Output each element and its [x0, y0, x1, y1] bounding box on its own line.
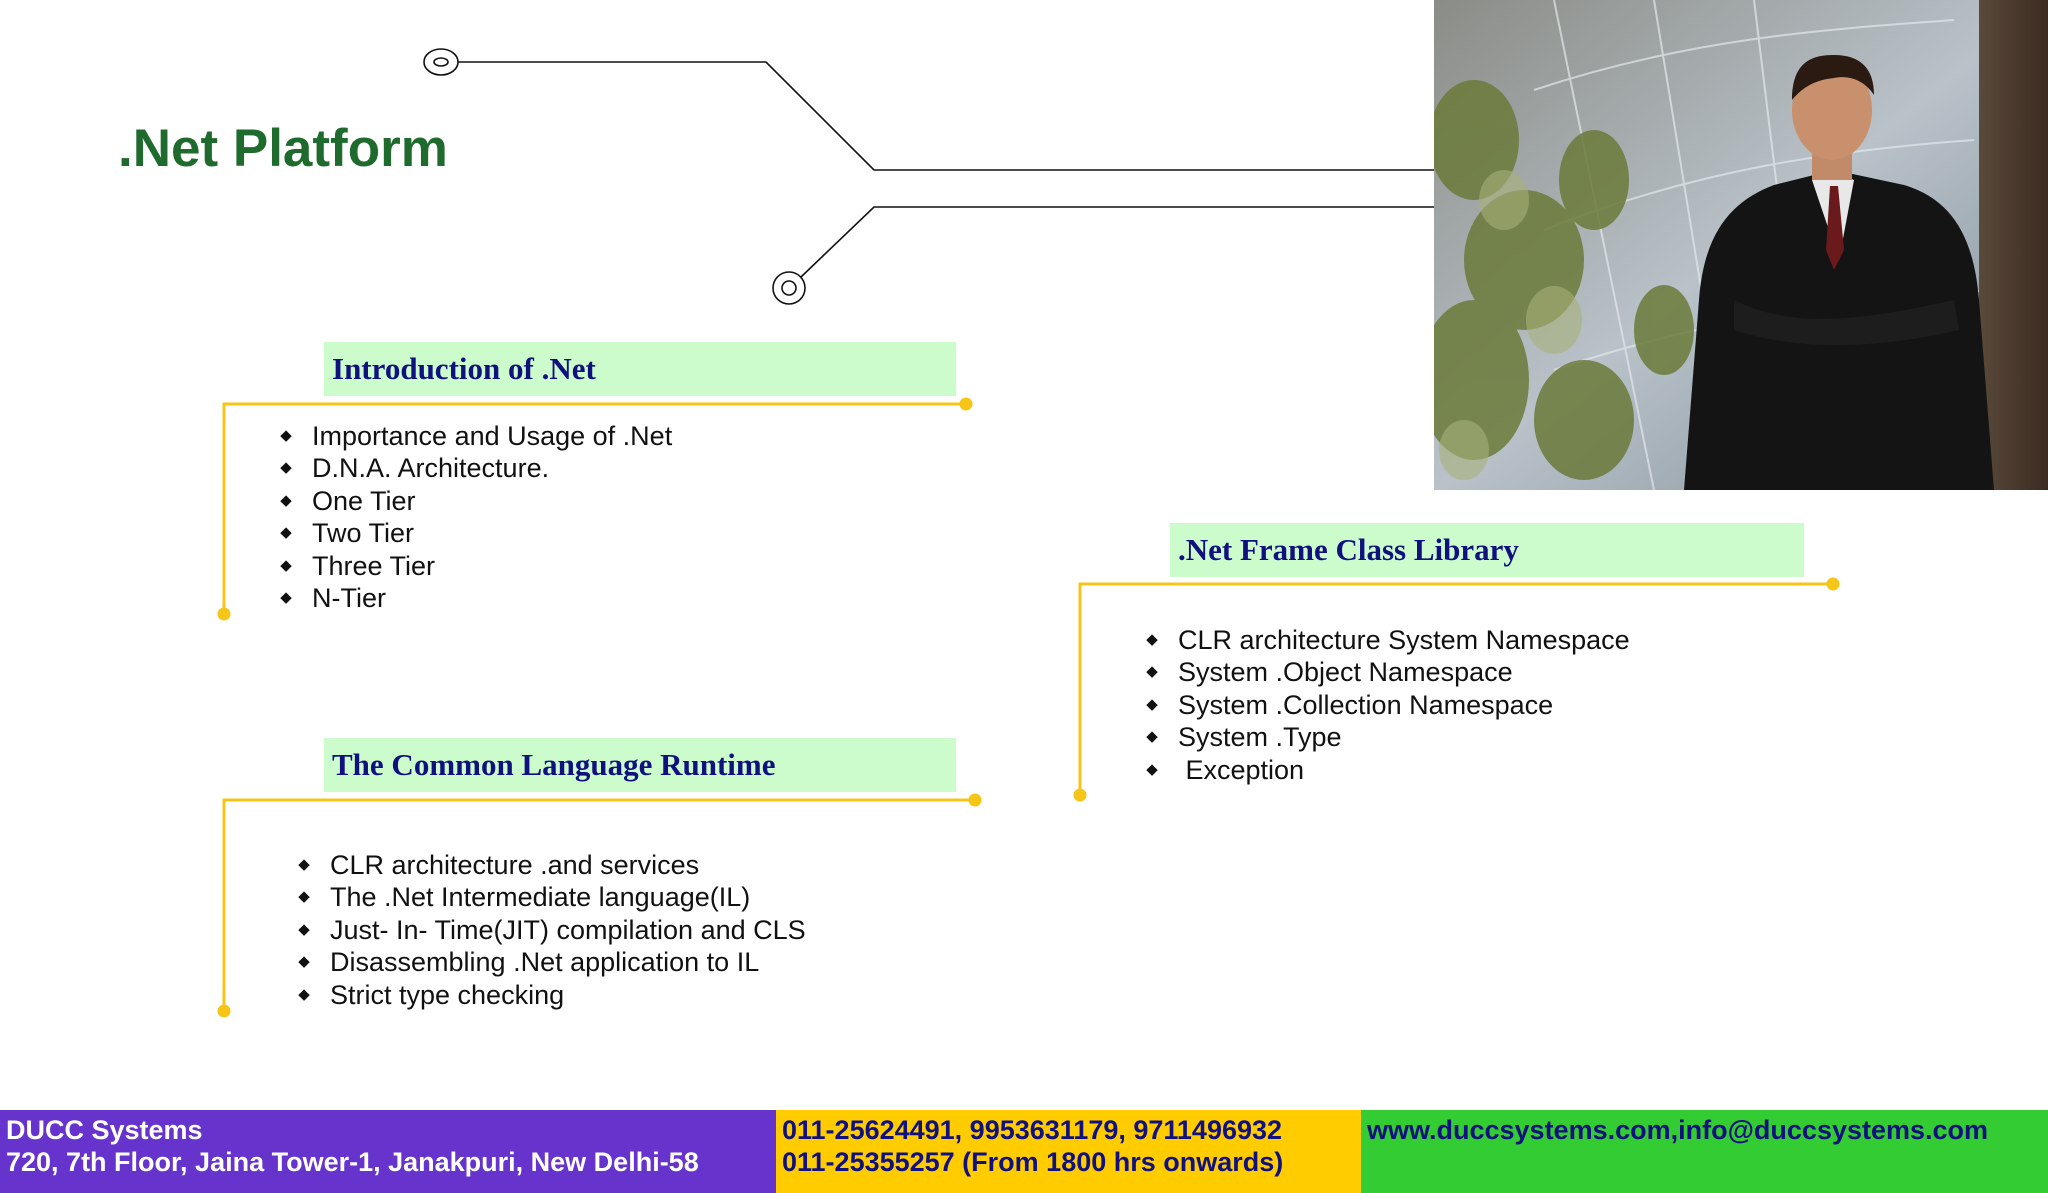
- list-item: ◆ Exception: [1144, 754, 1630, 786]
- phone-evening: 011-25355257 (From 1800 hrs onwards): [782, 1147, 1284, 1177]
- connector-dot: [1827, 578, 1840, 591]
- diamond-bullet-icon: ◆: [1146, 695, 1158, 713]
- diamond-bullet-icon: ◆: [280, 588, 292, 606]
- list-item: ◆ System .Type: [1144, 721, 1630, 753]
- phone-numbers: 011-25624491, 9953631179, 9711496932: [782, 1115, 1283, 1145]
- footer-web-block: [1361, 1110, 2048, 1193]
- section-list-introduction: [278, 420, 672, 614]
- web-email: www.duccsystems.com,info@duccsystems.com: [1367, 1115, 1989, 1145]
- list-item: ◆ CLR architecture .and services: [296, 849, 806, 881]
- diamond-bullet-icon: ◆: [298, 920, 310, 938]
- diamond-bullet-icon: ◆: [298, 985, 310, 1003]
- businessman-photo: [1434, 0, 2048, 490]
- list-item: ◆ The .Net Intermediate language(IL): [296, 881, 806, 913]
- connector-dot: [218, 1005, 231, 1018]
- list-item: ◆ N-Tier: [278, 582, 672, 614]
- company-address: 720, 7th Floor, Jaina Tower-1, Janakpuri, New Delhi-58: [6, 1147, 699, 1177]
- footer-bar: [0, 1110, 2048, 1193]
- connector-dot: [1074, 789, 1087, 802]
- list-item: ◆ Two Tier: [278, 517, 672, 549]
- section-list-fcl: [1144, 624, 1630, 786]
- list-item: ◆ Disassembling .Net application to IL: [296, 946, 806, 978]
- list-item: ◆ One Tier: [278, 485, 672, 517]
- diamond-bullet-icon: ◆: [298, 888, 310, 906]
- connector-dot: [969, 794, 982, 807]
- diamond-bullet-icon: ◆: [1146, 631, 1158, 648]
- list-item: ◆ Importance and Usage of .Net: [278, 420, 672, 452]
- section-list-clr: [296, 849, 806, 1011]
- diamond-bullet-icon: ◆: [298, 856, 310, 873]
- list-item: ◆ Strict type checking: [296, 979, 806, 1011]
- circuit-lines: [424, 49, 1440, 304]
- list-item: ◆ System .Collection Namespace: [1144, 689, 1630, 721]
- section-heading-introduction: Introduction of .Net: [324, 342, 956, 396]
- diamond-bullet-icon: ◆: [1146, 760, 1158, 778]
- section-heading-clr: The Common Language Runtime: [324, 738, 956, 792]
- diamond-bullet-icon: ◆: [280, 459, 292, 477]
- diamond-bullet-icon: ◆: [280, 427, 292, 444]
- footer-phone-block: [776, 1110, 1361, 1193]
- diamond-bullet-icon: ◆: [1146, 663, 1158, 681]
- diamond-bullet-icon: ◆: [298, 953, 310, 971]
- footer-company-block: [0, 1110, 776, 1193]
- diamond-bullet-icon: ◆: [280, 556, 292, 574]
- diamond-bullet-icon: ◆: [1146, 728, 1158, 746]
- list-item: ◆ CLR architecture System Namespace: [1144, 624, 1630, 656]
- section-heading-fcl: .Net Frame Class Library: [1170, 523, 1804, 577]
- connector-dot: [960, 398, 973, 411]
- diamond-bullet-icon: ◆: [280, 491, 292, 509]
- connector-dot: [218, 608, 231, 621]
- page-title: .Net Platform: [118, 119, 448, 178]
- company-name: DUCC Systems: [6, 1115, 203, 1145]
- list-item: ◆ D.N.A. Architecture.: [278, 452, 672, 484]
- list-item: ◆ Three Tier: [278, 550, 672, 582]
- list-item: ◆ Just- In- Time(JIT) compilation and CLS: [296, 914, 806, 946]
- diamond-bullet-icon: ◆: [280, 524, 292, 542]
- list-item: ◆ System .Object Namespace: [1144, 656, 1630, 688]
